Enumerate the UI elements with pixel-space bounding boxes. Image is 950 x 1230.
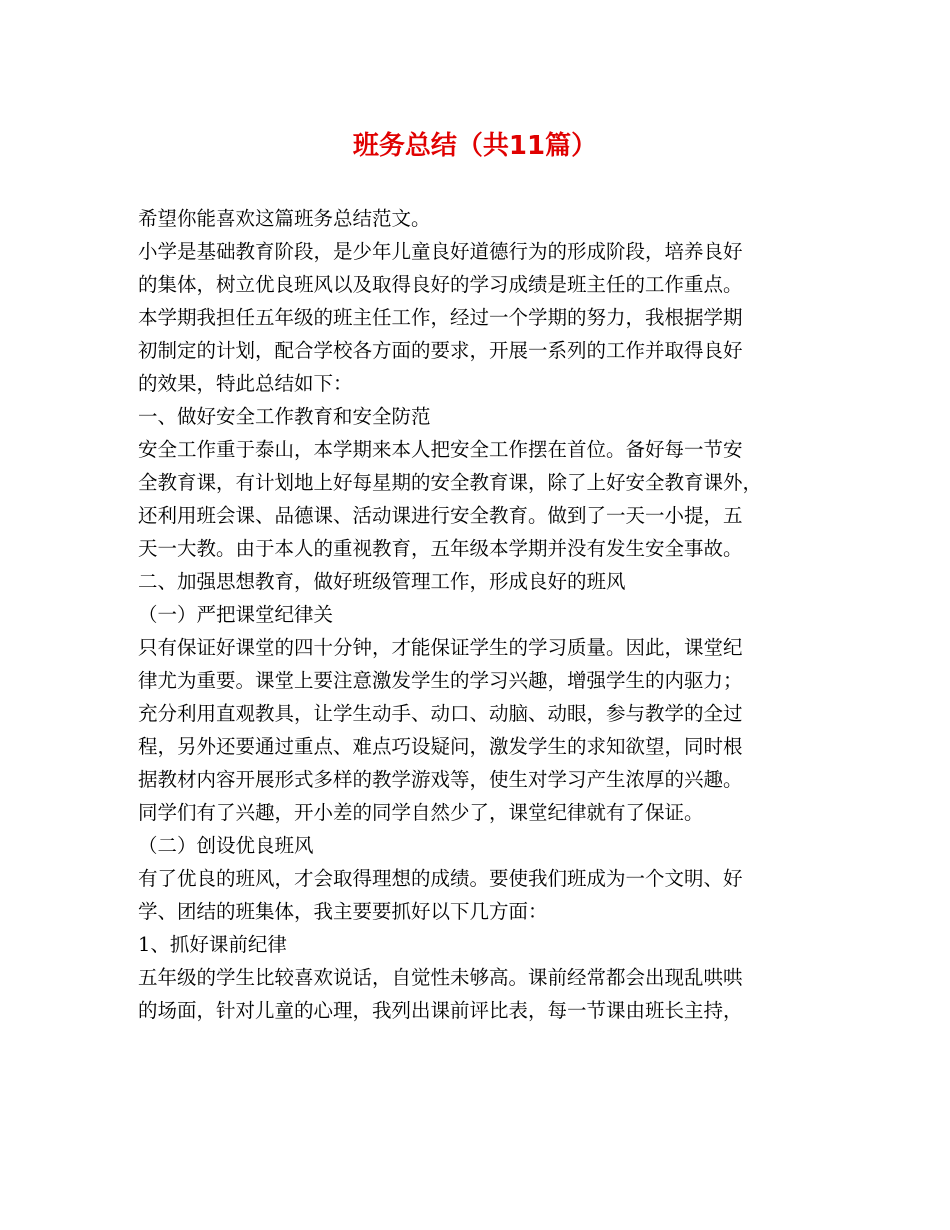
text-line: 据教材内容开展形式多样的教学游戏等，使生对学习产生浓厚的兴趣。 <box>138 768 743 791</box>
text-line: 安全工作重于泰山，本学期来本人把安全工作摆在首位。备好每一节安 <box>138 438 743 461</box>
text-line: （二）创设优良班风 <box>138 834 314 857</box>
text-line: 二、加强思想教育，做好班级管理工作，形成良好的班风 <box>138 570 626 593</box>
text-line: 律尤为重要。课堂上要注意激发学生的学习兴趣，增强学生的内驱力； <box>138 669 743 692</box>
text-line: 的集体，树立优良班风以及取得良好的学习成绩是班主任的工作重点。 <box>138 273 743 296</box>
text-line: 充分利用直观教具，让学生动手、动口、动脑、动眼，参与教学的全过 <box>138 702 743 725</box>
text-line: 的效果，特此总结如下： <box>138 372 353 395</box>
text-line: 学、团结的班集体，我主要要抓好以下几方面： <box>138 900 548 923</box>
document-body <box>138 202 818 1027</box>
text-line: 一、做好安全工作教育和安全防范 <box>138 405 431 428</box>
text-line: 有了优良的班风，才会取得理想的成绩。要使我们班成为一个文明、好 <box>138 867 743 890</box>
text-line: 天一大教。由于本人的重视教育，五年级本学期并没有发生安全事故。 <box>138 537 743 560</box>
text-line: 只有保证好课堂的四十分钟，才能保证学生的学习质量。因此，课堂纪 <box>138 636 743 659</box>
text-line: （一）严把课堂纪律关 <box>138 603 334 626</box>
document-title: 班务总结（共11篇） <box>352 131 598 161</box>
text-line: 全教育课，有计划地上好每星期的安全教育课，除了上好安全教育课外， <box>138 471 763 494</box>
text-line: 程，另外还要通过重点、难点巧设疑问，激发学生的求知欲望，同时根 <box>138 735 743 758</box>
text-line: 的场面，针对儿童的心理，我列出课前评比表，每一节课由班长主持， <box>138 999 743 1022</box>
text-line: 希望你能喜欢这篇班务总结范文。 <box>138 207 431 230</box>
text-line: 本学期我担任五年级的班主任工作，经过一个学期的努力，我根据学期 <box>138 306 743 329</box>
text-line: 小学是基础教育阶段，是少年儿童良好道德行为的形成阶段，培养良好 <box>138 240 743 263</box>
text-line: 同学们有了兴趣，开小差的同学自然少了，课堂纪律就有了保证。 <box>138 801 704 824</box>
text-line: 五年级的学生比较喜欢说话，自觉性未够高。课前经常都会出现乱哄哄 <box>138 966 743 989</box>
text-line: 初制定的计划，配合学校各方面的要求，开展一系列的工作并取得良好 <box>138 339 743 362</box>
text-line: 还利用班会课、品德课、活动课进行安全教育。做到了一天一小提，五 <box>138 504 743 527</box>
text-line: 1、抓好课前纪律 <box>138 933 287 956</box>
